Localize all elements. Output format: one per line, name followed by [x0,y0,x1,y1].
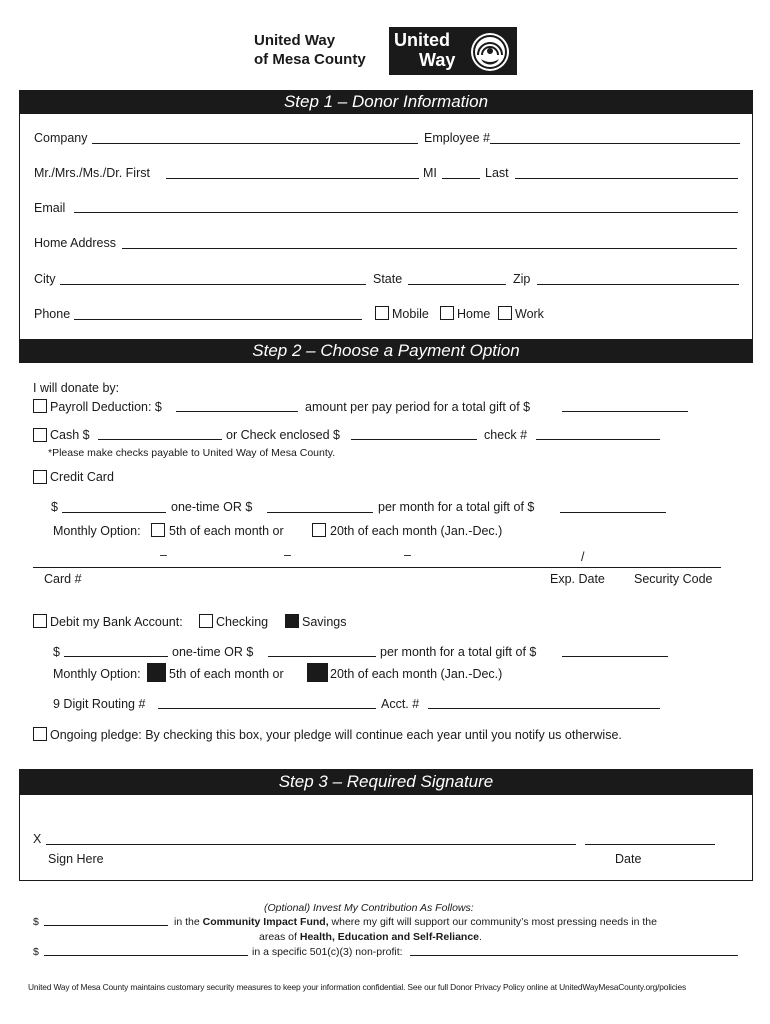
cc-per-month-label: per month for a total gift of $ [378,500,535,514]
cc-fifth-label: 5th of each month or [169,524,284,538]
bank-one-time-field[interactable] [64,656,168,657]
bank-total-field[interactable] [562,656,668,657]
payroll-total-field[interactable] [562,411,688,412]
last-name-label: Last [485,166,509,180]
first-name-label: Mr./Mrs./Ms./Dr. First [34,166,150,180]
mobile-label: Mobile [392,307,429,321]
checking-label: Checking [216,615,269,629]
last-name-field[interactable] [515,178,738,179]
exp-date-label: Exp. Date [550,572,605,586]
work-checkbox[interactable] [498,306,512,320]
optional-heading: (Optional) Invest My Contribution As Follows: [264,902,474,914]
security-code-label: Security Code [634,572,713,586]
specific-nonprofit-label: in a specific 501(c)(3) non-profit: [252,946,403,958]
cc-total-field[interactable] [560,512,666,513]
privacy-footer: United Way of Mesa County maintains customary security measures to keep your information confidential. See our full Donor Privacy Policy online at UnitedWayMesaCounty.org/policies [28,982,687,992]
step1-frame [19,90,753,342]
routing-field[interactable] [158,708,376,709]
company-field[interactable] [92,143,418,144]
bank-one-time-label: one-time OR $ [172,645,254,659]
specific-nonprofit-field[interactable] [410,955,738,956]
debit-checkbox[interactable] [33,614,47,628]
home-address-field[interactable] [122,248,737,249]
zip-field[interactable] [537,284,739,285]
areas-text [259,930,482,944]
payroll-amount-field[interactable] [176,411,298,412]
acct-field[interactable] [428,708,660,709]
check-amount-field[interactable] [351,439,477,440]
email-field[interactable] [74,212,738,213]
check-enclosed-label: or Check enclosed $ [226,428,340,442]
bank-per-month-field[interactable] [268,656,376,657]
org-name-line2: of Mesa County [254,51,366,68]
check-number-field[interactable] [536,439,660,440]
checking-checkbox[interactable] [199,614,213,628]
cc-dollar-label: $ [51,500,58,514]
fund-in-the: in the [174,916,200,928]
donate-by-label: I will donate by: [33,381,120,395]
first-name-field[interactable] [166,178,419,179]
community-impact-fund: Community Impact Fund, [202,916,329,928]
payroll-amount-label: amount per pay period for a total gift of $ [305,400,531,414]
credit-card-checkbox[interactable] [33,470,47,484]
savings-checkbox[interactable] [285,614,299,628]
bank-fifth-checkbox[interactable] [147,663,166,682]
cc-twentieth-label: 20th of each month (Jan.-Dec.) [330,524,503,538]
payroll-checkbox[interactable] [33,399,47,413]
debit-label: Debit my Bank Account: [50,615,183,629]
fund-amount-field[interactable] [44,925,168,926]
checks-payable-note: *Please make checks payable to United Way of Mesa County. [48,447,336,459]
cc-one-time-field[interactable] [62,512,166,513]
mi-field[interactable] [442,178,480,179]
focus-areas: Health, Education and Self-Reliance [299,931,479,943]
bank-per-month-label: per month for a total gift of $ [380,645,537,659]
phone-label: Phone [34,307,71,321]
home-label: Home [457,307,491,321]
fund-text [174,915,657,929]
cc-twentieth-checkbox[interactable] [312,523,326,537]
signature-field[interactable] [46,844,576,845]
bank-monthly-option-label: Monthly Option: [53,667,141,681]
card-number-label: Card # [44,572,82,586]
bank-twentieth-checkbox[interactable] [307,663,328,682]
credit-card-label: Credit Card [50,470,114,484]
check-number-label: check # [484,428,528,442]
email-label: Email [34,201,66,215]
phone-field[interactable] [74,319,362,320]
org-name-line1: United Way [254,32,336,49]
zip-label: Zip [513,272,531,286]
step1-title: Step 1 – Donor Information [19,90,753,114]
signature-date-field[interactable] [585,844,715,845]
work-label: Work [515,307,544,321]
specific-amount-field[interactable] [44,955,248,956]
cc-fifth-checkbox[interactable] [151,523,165,537]
card-dash-2: – [284,548,291,562]
signature-x: X [33,832,42,846]
step2-title: Step 2 – Choose a Payment Option [19,339,753,363]
hand-rainbow-logo-icon [469,31,511,73]
employee-label: Employee # [424,131,491,145]
areas-of: areas of [259,931,297,943]
card-dash-3: – [404,548,411,562]
cash-checkbox[interactable] [33,428,47,442]
sign-here-label: Sign Here [48,852,104,866]
home-address-label: Home Address [34,236,116,250]
savings-label: Savings [302,615,347,629]
cash-label: Cash $ [50,428,90,442]
mobile-checkbox[interactable] [375,306,389,320]
exp-date-slash: / [581,550,585,564]
step3-title: Step 3 – Required Signature [19,769,753,795]
fund-description: where my gift will support our community’s most pressing needs in the [331,916,657,928]
state-field[interactable] [408,284,506,285]
date-label: Date [615,852,642,866]
cc-one-time-label: one-time OR $ [171,500,253,514]
bank-dollar-label: $ [53,645,60,659]
home-checkbox[interactable] [440,306,454,320]
employee-field[interactable] [490,143,740,144]
mi-label: MI [423,166,437,180]
logo-word-way: Way [419,50,456,70]
united-way-logo [389,27,517,75]
ongoing-pledge-label: Ongoing pledge: By checking this box, your pledge will continue each year until you notify us otherwise. [50,728,622,742]
logo-word-united: United [394,30,450,50]
specific-dollar-label: $ [33,946,39,958]
bank-fifth-label: 5th of each month or [169,667,284,681]
card-dash-1: – [160,548,167,562]
areas-period: . [479,931,482,943]
state-label: State [373,272,403,286]
city-field[interactable] [60,284,366,285]
cc-monthly-option-label: Monthly Option: [53,524,141,538]
payroll-label: Payroll Deduction: $ [50,400,162,414]
bank-twentieth-label: 20th of each month (Jan.-Dec.) [330,667,503,681]
cc-per-month-field[interactable] [267,512,373,513]
card-number-field[interactable] [33,567,721,568]
ongoing-pledge-checkbox[interactable] [33,727,47,741]
routing-label: 9 Digit Routing # [53,697,146,711]
cash-amount-field[interactable] [98,439,222,440]
city-label: City [34,272,56,286]
acct-label: Acct. # [381,697,420,711]
company-label: Company [34,131,88,145]
fund-dollar-label: $ [33,916,39,928]
